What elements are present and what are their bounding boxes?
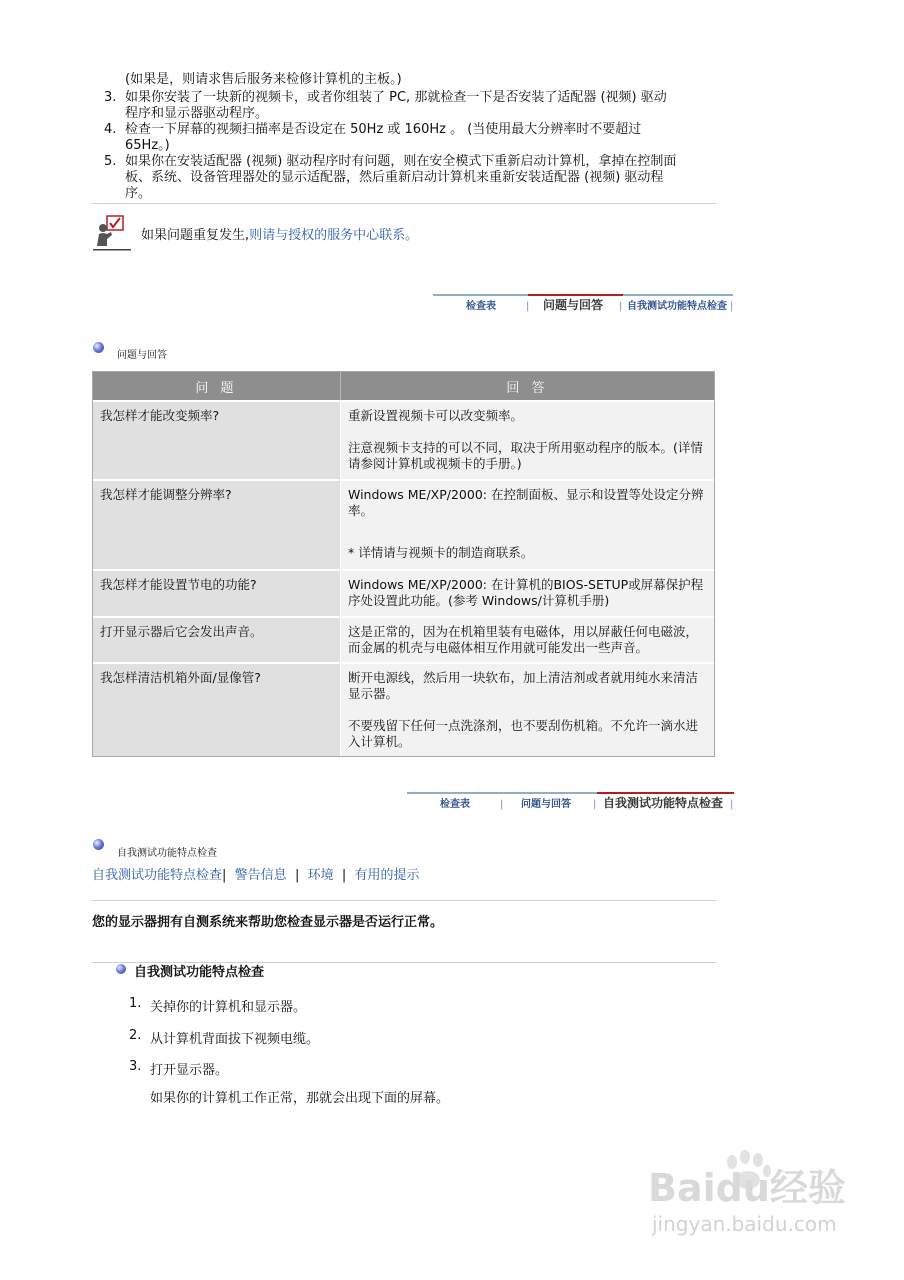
- link-selftest[interactable]: 自我测试功能特点检查: [92, 868, 223, 883]
- link-useful-tips[interactable]: 有用的提示: [354, 868, 420, 883]
- qa-answer-paragraph: 这是正常的，因为在机箱里装有电磁体，用以屏蔽任何电磁波，而金属的机壳与电磁体相互作用就可能发出一些声音。: [348, 624, 699, 655]
- qa-question: 我怎样清洁机箱外面/显像管?: [93, 662, 341, 756]
- intro-item-line: 65Hz。): [125, 138, 170, 153]
- table-row: [93, 400, 714, 479]
- divider: [92, 962, 716, 963]
- nav-underline-active: [597, 792, 734, 794]
- link-environment[interactable]: 环境: [307, 868, 334, 883]
- table-row: [93, 616, 714, 662]
- intro-item-line: 序。: [125, 186, 152, 201]
- watermark-brand: Baidu经验: [648, 1166, 846, 1210]
- qa-answer-paragraph: 不要残留下任何一点洗涤剂，也不要刮伤机箱。不允许一滴水进入计算机。: [348, 718, 699, 749]
- intro-item-line: 程序和显示器驱动程序。: [125, 106, 269, 121]
- nav-tab-qa[interactable]: 问题与回答: [521, 799, 571, 810]
- section-bullet-icon: [93, 839, 104, 850]
- section-nav-1: [433, 294, 733, 314]
- selftest-intro: 您的显示器拥有自测系统来帮助您检查显示器是否运行正常。: [92, 915, 444, 930]
- section-nav-2: [407, 792, 734, 812]
- step-text: 从计算机背面拔下视频电缆。: [150, 1032, 320, 1047]
- step-number: 2.: [129, 1028, 142, 1043]
- service-center-link[interactable]: 则请与授权的服务中心联系。: [249, 228, 419, 243]
- step-number: 1.: [129, 996, 142, 1011]
- qa-header-answer: 回 答: [341, 372, 714, 400]
- nav-separator: |: [500, 799, 504, 810]
- link-warnings[interactable]: 警告信息: [234, 868, 287, 883]
- intro-item-line: 如果你在安装适配器 (视频) 驱动程序时有问题，则在安全模式下重新启动计算机，拿掉在控制面: [125, 154, 677, 169]
- table-row: [93, 662, 714, 756]
- intro-item-number: 3.: [104, 90, 117, 105]
- qa-answer-paragraph: Windows ME/XP/2000: 在控制面板、显示和设置等处设定分辨率。: [348, 487, 704, 518]
- nav-separator: |: [730, 799, 734, 810]
- note-person-icon: [93, 214, 131, 252]
- nav-separator: |: [619, 301, 623, 312]
- qa-answer: [341, 400, 714, 479]
- nav-underline: [623, 294, 733, 296]
- selftest-links: [92, 868, 420, 884]
- nav-tab-selftest[interactable]: 自我测试功能特点检查: [603, 796, 724, 810]
- intro-item-line: 板、系统、设备管理器处的显示适配器，然后重新启动计算机来重新安装适配器 (视频) 驱动程: [125, 170, 664, 185]
- qa-answer: [341, 479, 714, 569]
- selftest-subtitle: 自我测试功能特点检查: [134, 965, 265, 980]
- table-row: [93, 479, 714, 569]
- intro-item-line: 检查一下屏幕的视频扫描率是否设定在 50Hz 或 160Hz 。 (当使用最大分辨率时不要超过: [125, 122, 642, 137]
- note-text: [141, 228, 418, 244]
- note-label: 如果问题重复发生,: [141, 228, 250, 243]
- link-separator: |: [286, 868, 308, 883]
- step-number: 3.: [129, 1059, 142, 1074]
- qa-answer-paragraph: 重新设置视频卡可以改变频率。: [348, 408, 524, 423]
- qa-answer: [341, 616, 714, 662]
- link-separator: |: [222, 868, 235, 883]
- qa-answer-paragraph: * 详情请与视频卡的制造商联系。: [348, 545, 534, 560]
- intro-item-number: 4.: [104, 122, 117, 137]
- divider: [92, 900, 716, 901]
- qa-table: [92, 371, 715, 757]
- nav-separator: |: [730, 301, 734, 312]
- qa-question: 我怎样才能改变频率?: [93, 400, 341, 479]
- intro-continued-text: (如果是，则请求售后服务来检修计算机的主板。): [125, 72, 402, 87]
- qa-answer-paragraph: 断开电源线，然后用一块软布，加上清洁剂或者就用纯水来清洁显示器。: [348, 670, 699, 701]
- step-text: 打开显示器。: [150, 1063, 229, 1078]
- qa-table-header: [93, 372, 714, 400]
- qa-section-title: 问题与回答: [117, 350, 167, 361]
- nav-underline-active: [528, 294, 623, 296]
- qa-answer-paragraph: 注意视频卡支持的可以不同，取决于所用驱动程序的版本。(详情请参阅计算机或视频卡的手册。): [348, 440, 703, 471]
- table-row: [93, 569, 714, 616]
- nav-tab-qa[interactable]: 问题与回答: [543, 298, 604, 312]
- nav-tab-checklist[interactable]: 检查表: [440, 799, 470, 810]
- subsection-bullet-icon: [116, 964, 126, 974]
- selftest-section-title: 自我测试功能特点检查: [117, 848, 217, 859]
- nav-underline: [433, 294, 528, 296]
- nav-separator: |: [593, 799, 597, 810]
- step-text: 关掉你的计算机和显示器。: [150, 1000, 307, 1015]
- qa-header-question: 问 题: [93, 372, 341, 400]
- divider: [92, 203, 716, 204]
- watermark-url: jingyan.baidu.com: [652, 1212, 837, 1236]
- section-bullet-icon: [93, 342, 104, 353]
- intro-item-line: 如果你安装了一块新的视频卡，或者你组装了 PC, 那就检查一下是否安装了适配器 (视频) 驱动: [125, 90, 667, 105]
- intro-item-number: 5.: [104, 154, 117, 169]
- qa-answer: [341, 569, 714, 616]
- nav-tab-selftest[interactable]: 自我测试功能特点检查: [627, 301, 727, 312]
- qa-question: 打开显示器后它会发出声音。: [93, 616, 341, 662]
- nav-underline: [502, 792, 597, 794]
- qa-answer-paragraph: Windows ME/XP/2000: 在计算机的BIOS-SETUP或屏幕保护程序处设置此功能。(参考 Windows/计算机手册): [348, 577, 704, 608]
- qa-question: 我怎样才能调整分辨率?: [93, 479, 341, 569]
- qa-question: 我怎样才能设置节电的功能?: [93, 569, 341, 616]
- qa-answer: [341, 662, 714, 756]
- selftest-after-text: 如果你的计算机工作正常，那就会出现下面的屏幕。: [150, 1091, 450, 1106]
- link-separator: |: [333, 868, 355, 883]
- nav-separator: |: [526, 301, 530, 312]
- nav-tab-checklist[interactable]: 检查表: [466, 301, 496, 312]
- nav-underline: [407, 792, 502, 794]
